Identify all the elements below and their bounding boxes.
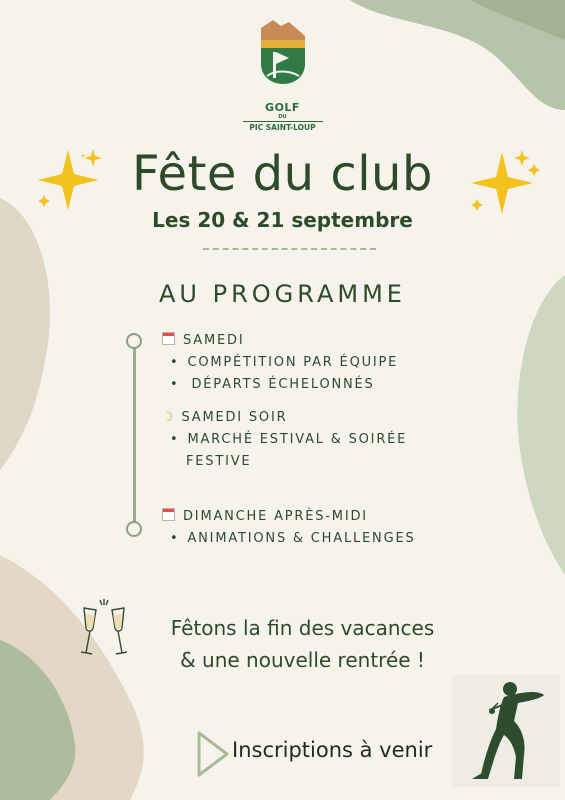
program-samedi-soir-item-1 [170, 429, 407, 451]
tagline [140, 612, 465, 676]
list-item: COMPÉTITION PAR ÉQUIPE [187, 355, 399, 370]
list-item: ANIMATIONS & CHALLENGES [187, 531, 416, 546]
program-samedi-label [162, 330, 244, 352]
inscriptions-text: Inscriptions à venir [232, 738, 433, 762]
timeline-node-bottom [126, 521, 142, 537]
bullet: • [170, 377, 180, 392]
dimanche-label-text: DIMANCHE APRÈS-MIDI [183, 509, 368, 524]
list-item: DÉPARTS ÉCHELONNÉS [191, 377, 375, 392]
play-triangle-icon [196, 730, 230, 778]
golfer-silhouette-icon [452, 675, 560, 787]
calendar-icon [162, 508, 175, 521]
program-dimanche-label [162, 506, 368, 528]
program-samedi-item-1 [170, 352, 398, 374]
program-samedi-soir-item-2 [186, 451, 251, 473]
event-dates: Les 20 & 21 septembre [152, 208, 413, 232]
samedi-label-text: SAMEDI [183, 333, 245, 348]
program-samedi-item-2 [170, 374, 375, 396]
list-item: FESTIVE [186, 454, 252, 469]
timeline-node-top [126, 333, 142, 349]
logo-du-text: DU [278, 114, 287, 120]
bullet: • [170, 432, 180, 447]
club-logo [240, 18, 325, 133]
crescent-moon-icon: ☽ [162, 410, 176, 425]
bullet: • [170, 355, 180, 370]
event-title: Fête du club [132, 146, 433, 202]
dashed-divider [203, 248, 376, 250]
logo-golf-text: GOLF [265, 101, 300, 114]
tagline-line-2: & une nouvelle rentrée ! [180, 648, 425, 672]
calendar-icon [162, 332, 175, 345]
program-heading: AU PROGRAMME [159, 280, 406, 308]
champagne-glasses-icon [78, 598, 130, 660]
bullet: • [170, 531, 180, 546]
blob-right-sage [517, 275, 565, 575]
tagline-line-1: Fêtons la fin des vacances [170, 616, 435, 640]
list-item: MARCHÉ ESTIVAL & SOIRÉE [187, 432, 408, 447]
logo-divider [243, 121, 323, 122]
logo-pic-text: PIC SAINT-LOUP [249, 123, 316, 132]
samedi-soir-label-text: SAMEDI SOIR [181, 410, 288, 425]
program-samedi-soir-label [162, 407, 287, 429]
golf-flag-logo-icon [259, 18, 307, 88]
timeline-line [133, 340, 136, 530]
program-dimanche-item-1 [170, 528, 416, 550]
blob-left-sand [0, 198, 50, 470]
